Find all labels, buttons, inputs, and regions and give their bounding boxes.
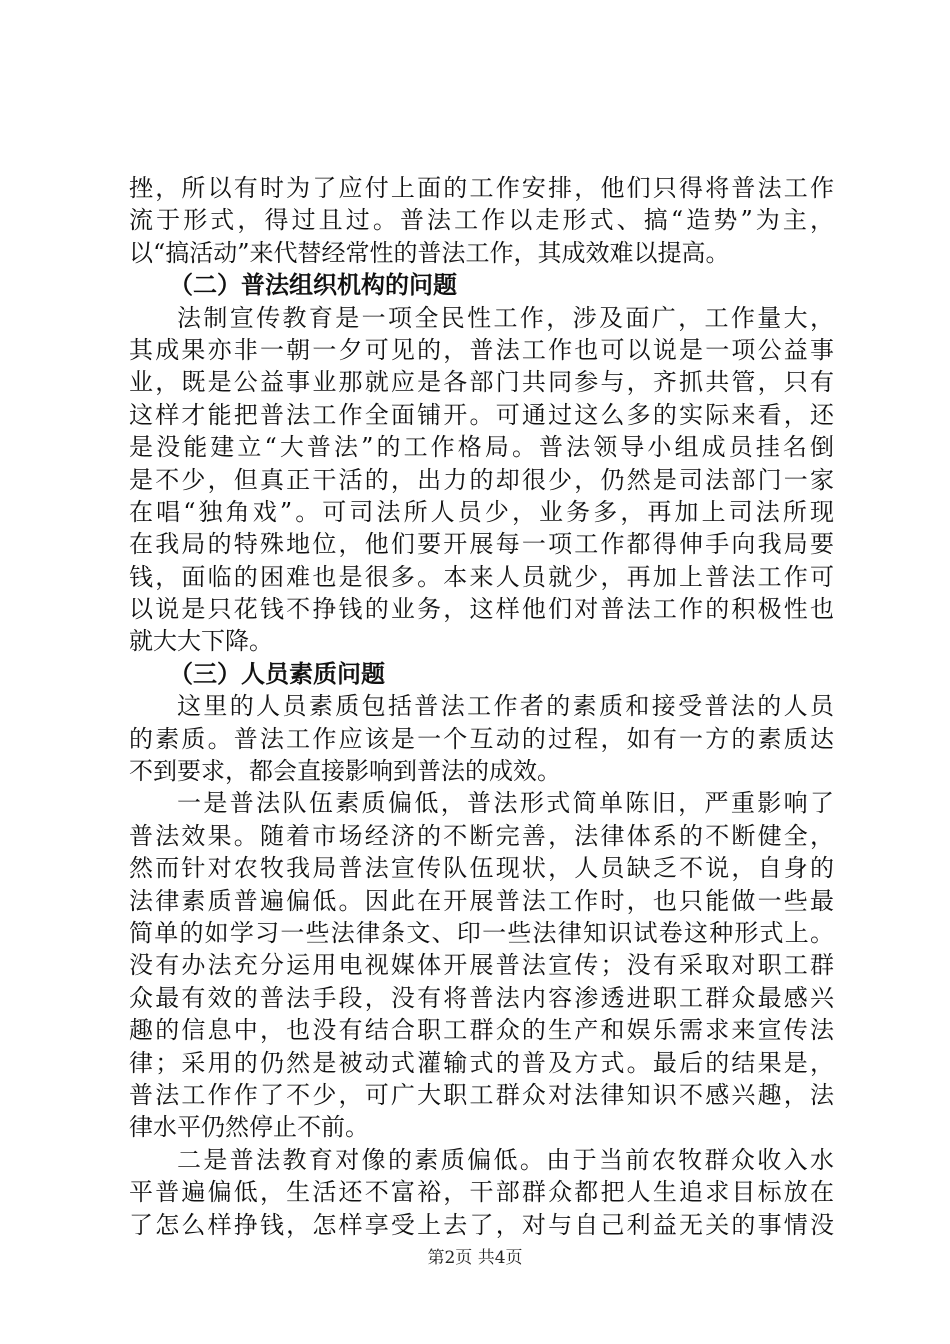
paragraph-line: 业，既是公益事业那就应是各部门共同参与，齐抓共管，只有 <box>129 368 834 397</box>
paragraph-line: 法制宣传教育是一项全民性工作，涉及面广，工作量大， <box>177 303 834 332</box>
section-heading: （二）普法组织机构的问题 <box>169 271 457 300</box>
paragraph-line: 其成果亦非一朝一夕可见的，普法工作也可以说是一项公益事 <box>129 335 834 364</box>
paragraph-line: 这样才能把普法工作全面铺开。可通过这么多的实际来看，还 <box>129 400 834 429</box>
paragraph-line: 然而针对农牧我局普法宣传队伍现状，人员缺乏不说，自身的 <box>129 854 834 883</box>
paragraph-line: 不到要求，都会直接影响到普法的成效。 <box>129 757 561 786</box>
paragraph-line: 流于形式，得过且过。普法工作以走形式、搞“造势”为主， <box>129 206 834 235</box>
section-heading: （三）人员素质问题 <box>169 659 385 688</box>
paragraph-line: 钱，面临的困难也是很多。本来人员就少，再加上普法工作可 <box>129 562 834 591</box>
paragraph-line: 在唱“独角戏”。可司法所人员少，业务多，再加上司法所现 <box>129 497 834 526</box>
paragraph-line: 平普遍偏低，生活还不富裕，干部群众都把人生追求目标放在 <box>129 1178 834 1207</box>
paragraph-line: 众最有效的普法手段，没有将普法内容渗透进职工群众最感兴 <box>129 983 834 1012</box>
paragraph-line: 的素质。普法工作应该是一个互动的过程，如有一方的素质达 <box>129 724 834 753</box>
paragraph-line: 趣的信息中，也没有结合职工群众的生产和娱乐需求来宣传法 <box>129 1016 834 1045</box>
paragraph-line: 是没能建立“大普法”的工作格局。普法领导小组成员挂名倒 <box>129 433 834 462</box>
paragraph-line: 律水平仍然停止不前。 <box>129 1113 369 1142</box>
paragraph-line: 在我局的特殊地位，他们要开展每一项工作都得伸手向我局要 <box>129 530 834 559</box>
paragraph-line: 法律素质普遍偏低。因此在开展普法工作时，也只能做一些最 <box>129 886 834 915</box>
paragraph-line: 就大大下降。 <box>129 627 273 656</box>
paragraph-line: 普法效果。随着市场经济的不断完善，法律体系的不断健全， <box>129 821 834 850</box>
document-body <box>129 172 834 1241</box>
paragraph-line: 以说是只花钱不挣钱的业务，这样他们对普法工作的积极性也 <box>129 595 834 624</box>
paragraph-line: 律；采用的仍然是被动式灌输式的普及方式。最后的结果是， <box>129 1048 834 1077</box>
paragraph-line: 这里的人员素质包括普法工作者的素质和接受普法的人员 <box>177 692 834 721</box>
page-number-footer: 第2页 共4页 <box>427 1248 523 1268</box>
paragraph-line: 挫，所以有时为了应付上面的工作安排，他们只得将普法工作 <box>129 174 834 202</box>
paragraph-line: 一是普法队伍素质偏低，普法形式简单陈旧，严重影响了 <box>177 789 834 818</box>
paragraph-line: 以“搞活动”来代替经常性的普法工作，其成效难以提高。 <box>129 238 730 267</box>
paragraph-line: 了怎么样挣钱，怎样享受上去了，对与自己利益无关的事情没 <box>129 1210 834 1239</box>
paragraph-line: 二是普法教育对像的素质偏低。由于当前农牧群众收入水 <box>177 1145 834 1174</box>
paragraph-line: 是不少，但真正干活的，出力的却很少，仍然是司法部门一家 <box>129 465 834 494</box>
paragraph-line: 简单的如学习一些法律条文、印一些法律知识试卷这种形式上。 <box>129 918 834 947</box>
paragraph-line: 普法工作作了不少，可广大职工群众对法律知识不感兴趣，法 <box>129 1080 834 1109</box>
paragraph-line: 没有办法充分运用电视媒体开展普法宣传；没有采取对职工群 <box>129 951 834 980</box>
